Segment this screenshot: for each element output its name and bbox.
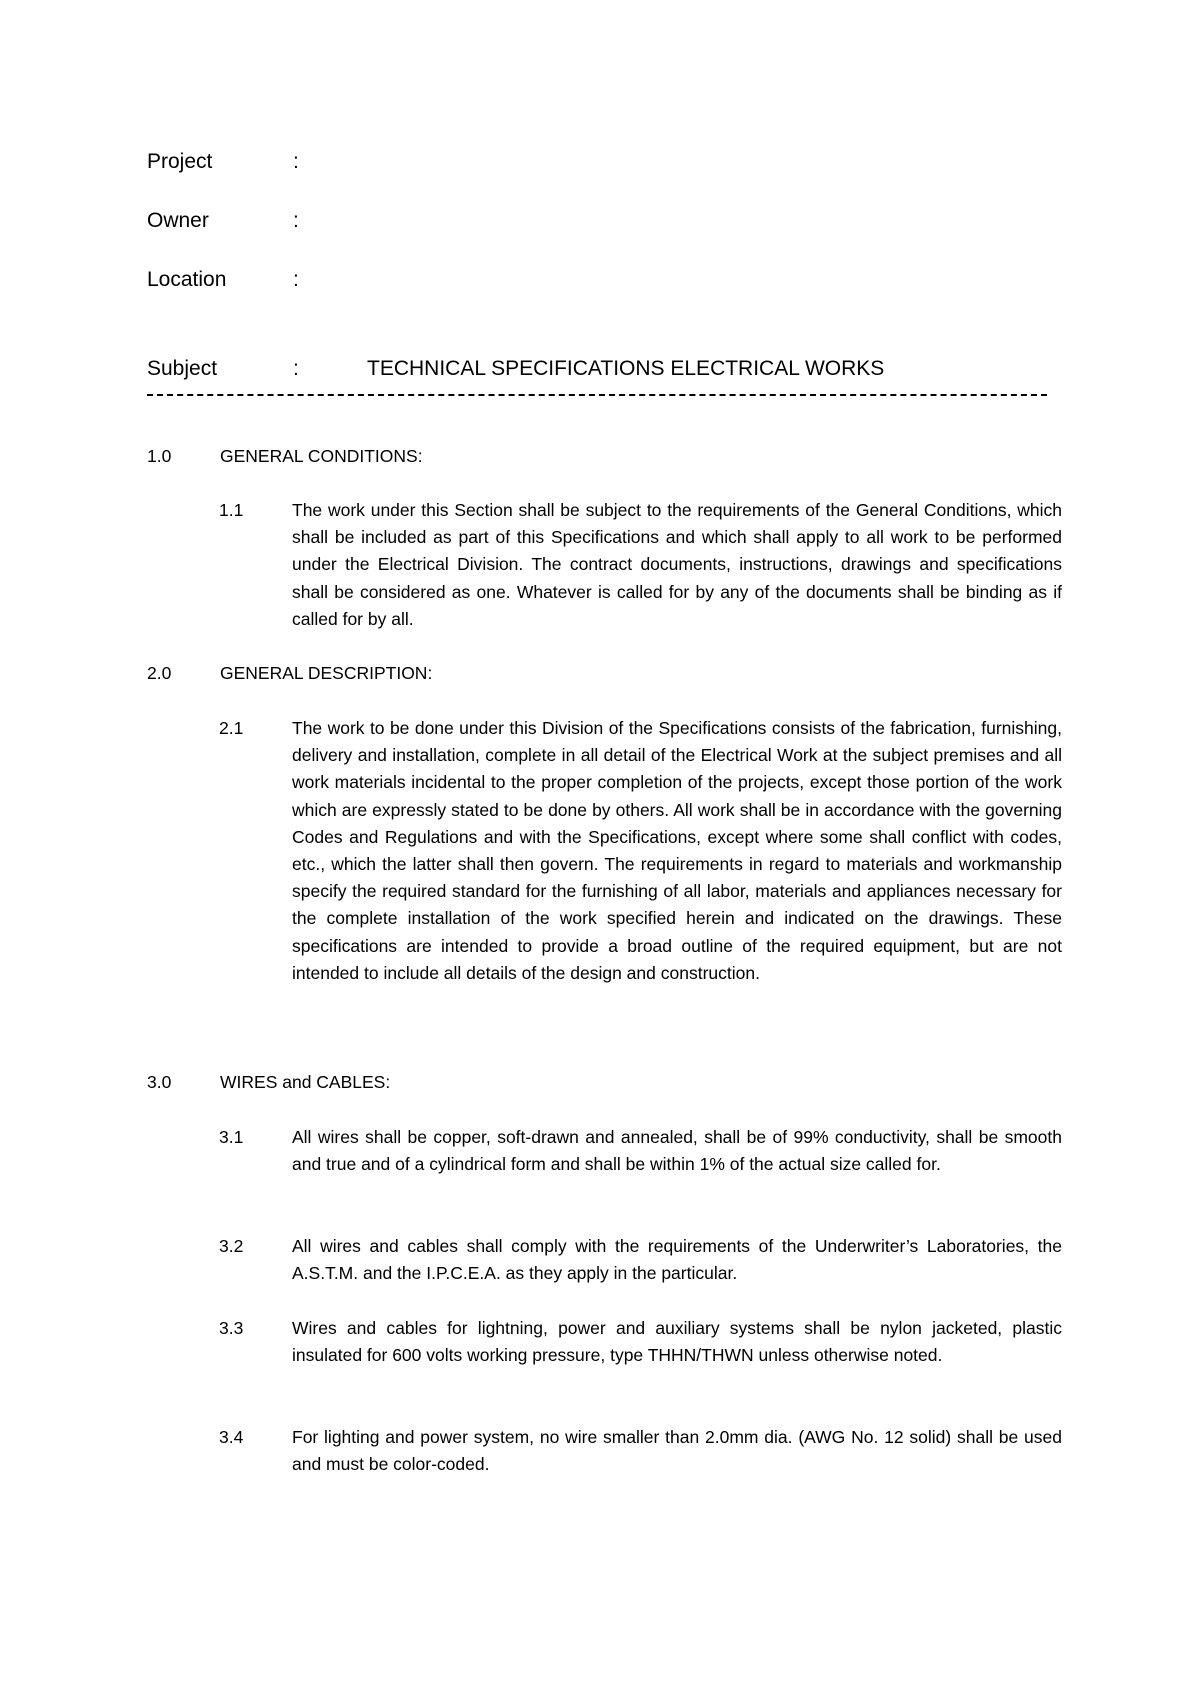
clause-number: 3.4 (219, 1427, 244, 1447)
clause-number: 2.1 (219, 718, 244, 738)
clause-text: All wires shall be copper, soft-drawn and annealed, shall be of 99% conductivity, shall be smooth and true and of a cylindrical form and shall be within 1% of the actual size called for. (292, 1127, 1062, 1175)
section-title: WIRES and CABLES: (220, 1072, 391, 1092)
clause-number: 3.2 (219, 1236, 244, 1256)
project-colon: : (293, 150, 299, 173)
owner-colon: : (293, 209, 299, 232)
subject-colon: : (293, 357, 299, 380)
section-number: 2.0 (147, 663, 172, 683)
clause (219, 1233, 1062, 1287)
clause (219, 1424, 1062, 1478)
clause (219, 715, 1062, 987)
section-title: GENERAL DESCRIPTION: (220, 663, 433, 683)
location-colon: : (293, 268, 299, 291)
clause-text: Wires and cables for lightning, power and auxiliary systems shall be nylon jacketed, plastic insulated for 600 volts working pressure, type THHN/THWN unless otherwise noted. (292, 1318, 1062, 1366)
clause-text: The work to be done under this Division of the Specifications consists of the fabrication, furnishing, delivery and installation, complete in all detail of the Electrical Work at the subject premises and all work materials incidental to the proper completion of the projects, except those portion of the work which are expressly stated to be done by others. All work shall be in accordance with the governing Codes and Regulations and with the Specifications, except where some shall conflict with codes, etc., which the latter shall then govern. The requirements in regard to materials and workmanship specify the required standard for the furnishing of all labor, materials and appliances necessary for the complete installation of the work specified herein and indicated on the drawings. These specifications are intended to provide a broad outline of the required equipment, but are not intended to include all details of the design and construction. (292, 718, 1062, 983)
clause-text: All wires and cables shall comply with the requirements of the Underwriter’s Laboratories, the A.S.T.M. and the I.P.C.E.A. as they apply in the particular. (292, 1236, 1062, 1284)
clause-text: For lighting and power system, no wire smaller than 2.0mm dia. (AWG No. 12 solid) shall be used and must be color-coded. (292, 1427, 1062, 1475)
section-number: 1.0 (147, 446, 172, 466)
subject-label: Subject (147, 357, 218, 380)
subject-value: TECHNICAL SPECIFICATIONS ELECTRICAL WORKS (367, 357, 885, 380)
project-label: Project (147, 150, 213, 173)
clause-text: The work under this Section shall be subject to the requirements of the General Conditions, which shall be included as part of this Specifications and which shall apply to all work to be performed under the Electrical Division. The contract documents, instructions, drawings and specifications shall be considered as one. Whatever is called for by any of the documents shall be binding as if called for by all. (292, 500, 1062, 629)
dashed-separator (147, 394, 1047, 398)
clause (219, 497, 1062, 633)
clause-number: 1.1 (219, 500, 244, 520)
section-title: GENERAL CONDITIONS: (220, 446, 423, 466)
location-label: Location (147, 268, 227, 291)
clause-number: 3.1 (219, 1127, 244, 1147)
clause (219, 1315, 1062, 1369)
clause-number: 3.3 (219, 1318, 244, 1338)
clause (219, 1124, 1062, 1178)
section-number: 3.0 (147, 1072, 172, 1092)
owner-label: Owner (147, 209, 209, 232)
